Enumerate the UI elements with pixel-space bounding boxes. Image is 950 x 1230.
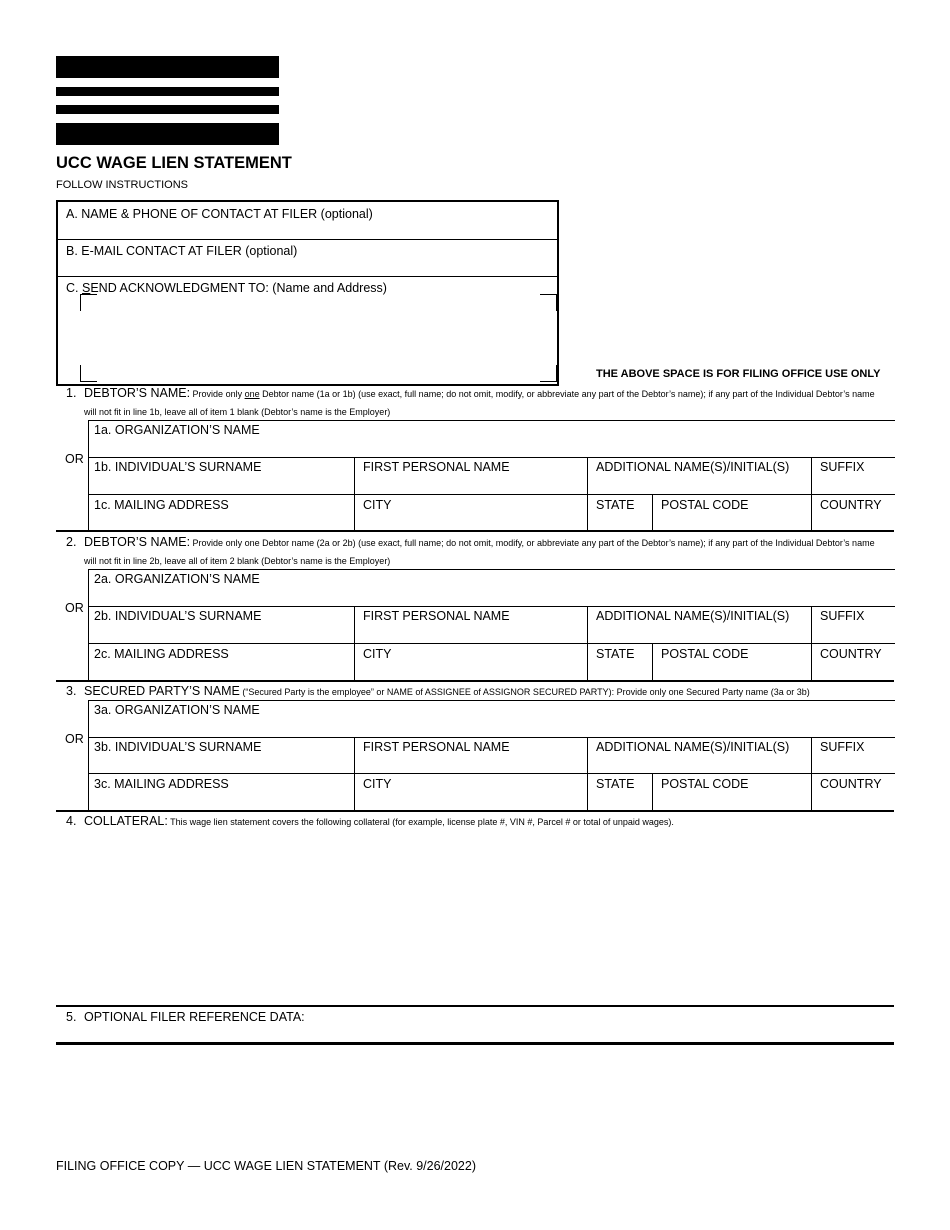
additional-name-3b[interactable]: ADDITIONAL NAME(S)/INITIAL(S): [596, 740, 790, 754]
form-title: UCC WAGE LIEN STATEMENT: [56, 154, 292, 172]
mailing-address-2c[interactable]: 2c. MAILING ADDRESS: [94, 647, 229, 661]
collateral-area[interactable]: [56, 832, 894, 1005]
corner-mark-bl: [80, 365, 97, 382]
section2-or-label: OR: [65, 601, 84, 615]
first-name-3b[interactable]: FIRST PERSONAL NAME: [363, 740, 510, 754]
first-name-1b[interactable]: FIRST PERSONAL NAME: [363, 460, 510, 474]
section1-divider: [56, 530, 894, 532]
section1-heading: DEBTOR’S NAME: Provide only one Debtor name (1a or 1b) (use exact, full name; do not omit, modify, or abbreviate any part of the Debtor’s name); if any part of the Individual Debtor’s name: [84, 386, 875, 400]
section2-divider: [56, 680, 894, 682]
additional-name-2b[interactable]: ADDITIONAL NAME(S)/INITIAL(S): [596, 609, 790, 623]
mailing-address-1c[interactable]: 1c. MAILING ADDRESS: [94, 498, 229, 512]
acknowledgment-label: C. SEND ACKNOWLEDGMENT TO: (Name and Address): [66, 281, 387, 295]
section4-number: 4.: [66, 814, 77, 828]
section3-grid: [88, 700, 895, 811]
postal-2c[interactable]: POSTAL CODE: [661, 647, 749, 661]
footer-text: FILING OFFICE COPY — UCC WAGE LIEN STATEMENT (Rev. 9/26/2022): [56, 1159, 476, 1173]
acknowledgment-field[interactable]: [58, 277, 557, 384]
section5-number: 5.: [66, 1010, 77, 1024]
state-2c[interactable]: STATE: [596, 647, 635, 661]
section2-grid: [88, 569, 895, 680]
header-bar-2: [56, 87, 279, 96]
surname-1b[interactable]: 1b. INDIVIDUAL’S SURNAME: [94, 460, 262, 474]
country-3c[interactable]: COUNTRY: [820, 777, 882, 791]
country-2c[interactable]: COUNTRY: [820, 647, 882, 661]
city-3c[interactable]: CITY: [363, 777, 392, 791]
contact-b-field[interactable]: [58, 239, 557, 277]
section2-heading: DEBTOR’S NAME: Provide only one Debtor name (2a or 2b) (use exact, full name; do not omit, modify, or abbreviate any part of the Debtor’s name); if any part of the Individual Debtor’s name: [84, 535, 875, 549]
filing-office-note: THE ABOVE SPACE IS FOR FILING OFFICE USE ONLY: [596, 368, 881, 380]
section2-subtext: will not fit in line 2b, leave all of item 2 blank (Debtor’s name is the Employer): [84, 556, 391, 566]
section1-or-label: OR: [65, 452, 84, 466]
surname-2b[interactable]: 2b. INDIVIDUAL’S SURNAME: [94, 609, 262, 623]
header-bar-1: [56, 56, 279, 78]
state-3c[interactable]: STATE: [596, 777, 635, 791]
postal-1c[interactable]: POSTAL CODE: [661, 498, 749, 512]
corner-mark-tr: [540, 294, 557, 311]
city-1c[interactable]: CITY: [363, 498, 392, 512]
section3-number: 3.: [66, 684, 77, 698]
contact-b-label: B. E-MAIL CONTACT AT FILER (optional): [66, 244, 298, 258]
country-1c[interactable]: COUNTRY: [820, 498, 882, 512]
city-2c[interactable]: CITY: [363, 647, 392, 661]
corner-mark-tl: [80, 294, 97, 311]
corner-mark-br: [540, 365, 557, 382]
additional-name-1b[interactable]: ADDITIONAL NAME(S)/INITIAL(S): [596, 460, 790, 474]
suffix-1b[interactable]: SUFFIX: [820, 460, 865, 474]
mailing-address-3c[interactable]: 3c. MAILING ADDRESS: [94, 777, 229, 791]
section3-or-label: OR: [65, 732, 84, 746]
state-1c[interactable]: STATE: [596, 498, 635, 512]
section4-divider: [56, 1005, 894, 1007]
org-name-2a[interactable]: 2a. ORGANIZATION’S NAME: [94, 572, 260, 586]
section1-grid: [88, 420, 895, 531]
first-name-2b[interactable]: FIRST PERSONAL NAME: [363, 609, 510, 623]
section3-divider: [56, 810, 894, 812]
section1-subtext: will not fit in line 1b, leave all of item 1 blank (Debtor’s name is the Employer): [84, 407, 391, 417]
suffix-3b[interactable]: SUFFIX: [820, 740, 865, 754]
section3-heading: SECURED PARTY’S NAME (“Secured Party is the employee” or NAME of ASSIGNEE of ASSIGNOR SECURED PARTY): Provide only one Secured Party name (3a or 3b): [84, 684, 810, 698]
header-bar-3: [56, 105, 279, 114]
contact-a-label: A. NAME & PHONE OF CONTACT AT FILER (optional): [66, 207, 373, 221]
section5-divider: [56, 1042, 894, 1045]
org-name-1a[interactable]: 1a. ORGANIZATION’S NAME: [94, 423, 260, 437]
contact-a-field[interactable]: [58, 202, 557, 240]
suffix-2b[interactable]: SUFFIX: [820, 609, 865, 623]
section1-number: 1.: [66, 386, 77, 400]
section5-heading: OPTIONAL FILER REFERENCE DATA:: [84, 1010, 305, 1024]
section2-number: 2.: [66, 535, 77, 549]
filer-contact-box: [56, 200, 559, 386]
postal-3c[interactable]: POSTAL CODE: [661, 777, 749, 791]
header-bar-4: [56, 123, 279, 145]
surname-3b[interactable]: 3b. INDIVIDUAL’S SURNAME: [94, 740, 262, 754]
filer-reference-field[interactable]: [56, 1026, 894, 1042]
follow-instructions: FOLLOW INSTRUCTIONS: [56, 179, 189, 191]
org-name-3a[interactable]: 3a. ORGANIZATION’S NAME: [94, 703, 260, 717]
section4-heading: COLLATERAL: This wage lien statement covers the following collateral (for example, license plate #, VIN #, Parcel # or total of unpaid wages).: [84, 814, 674, 828]
